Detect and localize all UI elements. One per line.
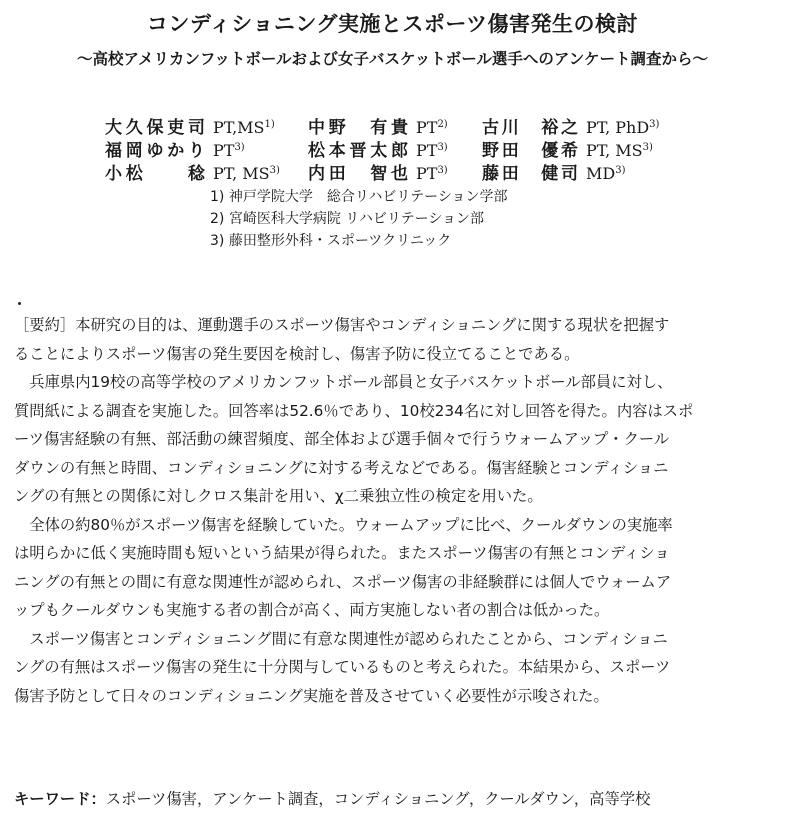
abstract-line: 兵庫県内19校の高等学校のアメリカンフットボール部員と女子バスケットボール部員に対し、 bbox=[14, 373, 673, 391]
author-affil-mark: 3) bbox=[437, 165, 448, 176]
abstract-line: ングの有無はスポーツ傷害の発生に十分関与しているものと考えられた。本結果から、スポーツ bbox=[14, 658, 671, 676]
keywords bbox=[14, 785, 774, 814]
author-name: 藤田 健司 bbox=[482, 164, 578, 184]
author-name: 福岡ゆかり bbox=[105, 141, 205, 161]
author-affil-mark: 3) bbox=[437, 142, 448, 153]
abstract-line: ップもクールダウンも実施する者の割合が高く、両方実施しない者の割合は低かった。 bbox=[14, 601, 610, 619]
abstract-line: スポーツ傷害とコンディショニング間に有意な関連性が認められたことから、コンディショニ bbox=[14, 629, 668, 648]
abstract-line: ることによりスポーツ傷害の発生要因を検討し、傷害予防に役立てることである。 bbox=[14, 344, 580, 363]
author-credential: PT, PhD bbox=[586, 118, 650, 137]
abstract-line: ［要約］本研究の目的は、運動選手のスポーツ傷害やコンディショニングに関する現状を把握す bbox=[14, 316, 670, 334]
author-6 bbox=[482, 137, 653, 159]
keywords-label: キーワード： bbox=[14, 790, 106, 808]
author-name: 小松 稔 bbox=[105, 164, 205, 184]
author-credential: PT bbox=[416, 141, 438, 160]
author-credential: PT, MS bbox=[213, 164, 270, 183]
abstract-line: 質問紙による調査を実施した。回答率は52.6％であり、10校234名に対し回答を得た。内容はスポ bbox=[14, 401, 694, 420]
author-credential: MD bbox=[586, 164, 616, 183]
affiliation-2: 2) 宮崎医科大学病院 リハビリテーション部 bbox=[210, 211, 485, 227]
abstract-line: 傷害予防として日々のコンディショニング実施を普及させていく必要性が示唆された。 bbox=[14, 686, 609, 705]
author-affil-mark: 3) bbox=[615, 165, 626, 176]
abstract-line: ングの有無との関係に対しクロス集計を用い、χ二乗独立性の検定を用いた。 bbox=[14, 487, 543, 505]
author-credential: PT, MS bbox=[586, 141, 643, 160]
author-affil-mark: 2) bbox=[437, 119, 448, 130]
author-affil-mark: 3) bbox=[234, 142, 245, 153]
author-credential: PT bbox=[416, 164, 438, 183]
author-credential: PT bbox=[416, 118, 438, 137]
abstract-line: 全体の約80％がスポーツ傷害を経験していた。ウォームアップに比べ、クールダウンの実施率 bbox=[14, 515, 673, 534]
author-name: 大久保吏司 bbox=[105, 118, 205, 138]
abstract-line: ニングの有無との間に有意な関連性が認められ、スポーツ傷害の非経験群には個人でウォームア bbox=[14, 572, 672, 591]
author-name: 内田 智也 bbox=[308, 164, 408, 184]
author-name: 古川 裕之 bbox=[482, 118, 578, 138]
abstract-line: は明らかに低く実施時間も短いという結果が得られた。またスポーツ傷害の有無とコンディショ bbox=[14, 544, 670, 562]
author-name: 中野 有貴 bbox=[308, 118, 408, 138]
keywords-text: スポーツ傷害，アンケート調査，コンディショニング，クールダウン，高等学校 bbox=[105, 790, 651, 808]
author-1 bbox=[105, 114, 275, 136]
author-4 bbox=[105, 137, 245, 159]
author-8 bbox=[308, 160, 448, 182]
author-7 bbox=[105, 160, 280, 182]
author-3 bbox=[482, 114, 659, 136]
author-name: 野田 優希 bbox=[482, 141, 578, 161]
author-name: 松本晋太郎 bbox=[308, 141, 408, 161]
author-9 bbox=[482, 160, 625, 182]
paper-title: コンディショニング実施とスポーツ傷害発生の検討 bbox=[146, 12, 639, 36]
author-affil-mark: 1) bbox=[264, 119, 275, 130]
stray-mark bbox=[18, 302, 21, 305]
paper-subtitle: ～高校アメリカンフットボールおよび女子バスケットボール選手へのアンケート調査から～ bbox=[76, 50, 708, 68]
abstract-line: ーツ傷害経験の有無、部活動の練習頻度、部全体および選手個々で行うウォームアップ・クール bbox=[14, 430, 670, 448]
author-5 bbox=[308, 137, 448, 159]
affiliation-1: 1) 神戸学院大学 総合リハビリテーション学部 bbox=[210, 189, 508, 205]
abstract bbox=[14, 311, 774, 710]
author-affil-mark: 3) bbox=[642, 142, 653, 153]
abstract-line: ダウンの有無と時間、コンディショニングに対する考えなどである。傷害経験とコンディショニ bbox=[14, 458, 669, 477]
author-2 bbox=[308, 114, 448, 136]
affiliation-3: 3) 藤田整形外科・スポーツクリニック bbox=[210, 233, 452, 249]
author-credential: PT,MS bbox=[213, 118, 265, 137]
author-affil-mark: 3) bbox=[269, 165, 280, 176]
author-credential: PT bbox=[213, 141, 235, 160]
author-affil-mark: 3) bbox=[649, 119, 660, 130]
